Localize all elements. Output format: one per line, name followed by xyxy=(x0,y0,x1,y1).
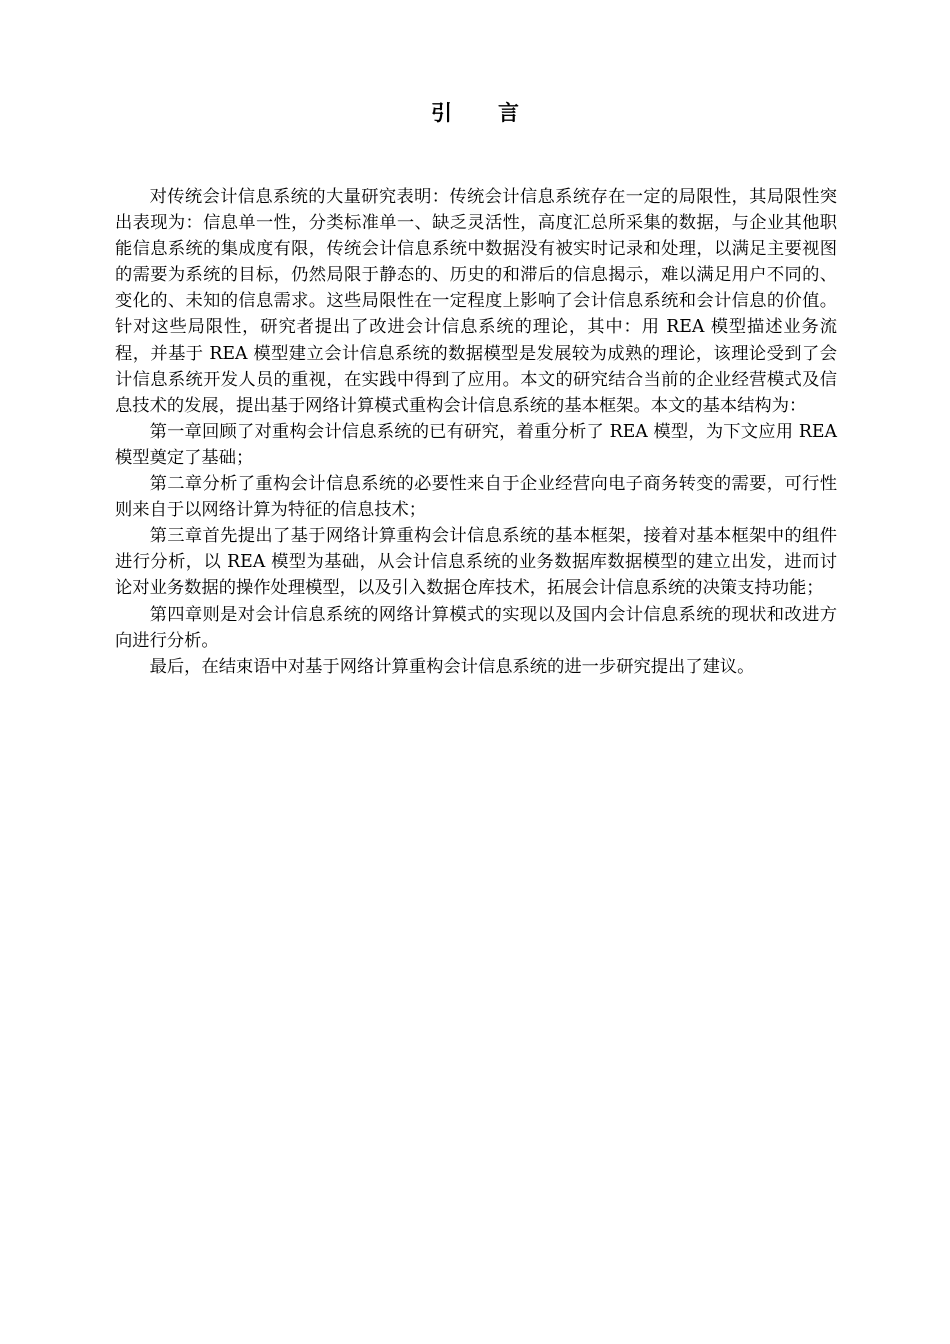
chapter-3-paragraph: 第三章首先提出了基于网络计算重构会计信息系统的基本框架，接着对基本框架中的组件进行分析，以 REA 模型为基础，从会计信息系统的业务数据库数据模型的建立出发，进而讨论对业务数据的操作处理模型，以及引入数据仓库技术，拓展会计信息系统的决策支持功能； xyxy=(115,526,837,599)
chapter-4-paragraph: 第四章则是对会计信息系统的网络计算模式的实现以及国内会计信息系统的现状和改进方向进行分析。 xyxy=(115,604,837,651)
document-body xyxy=(115,184,837,680)
chapter-1-paragraph: 第一章回顾了对重构会计信息系统的已有研究，着重分析了 REA 模型，为下文应用 REA 模型奠定了基础； xyxy=(115,421,837,468)
intro-paragraph: 对传统会计信息系统的大量研究表明：传统会计信息系统存在一定的局限性，其局限性突出表现为：信息单一性，分类标准单一、缺乏灵活性，高度汇总所采集的数据，与企业其他职能信息系统的集成度有限，传统会计信息系统中数据没有被实时记录和处理，以满足主要视图的需要为系统的目标，仍然局限于静态的、历史的和滞后的信息揭示，难以满足用户不同的、变化的、未知的信息需求。这些局限性在一定程度上影响了会计信息系统和会计信息的价值。针对这些局限性，研究者提出了改进会计信息系统的理论，其中：用 REA 模型描述业务流程，并基于 REA 模型建立会计信息系统的数据模型是发展较为成熟的理论，该理论受到了会计信息系统开发人员的重视，在实践中得到了应用。本文的研究结合当前的企业经营模式及信息技术的发展，提出基于网络计算模式重构会计信息系统的基本框架。本文的基本结构为： xyxy=(115,187,837,416)
conclusion-paragraph: 最后，在结束语中对基于网络计算重构会计信息系统的进一步研究提出了建议。 xyxy=(149,656,755,677)
chapter-2-paragraph: 第二章分析了重构会计信息系统的必要性来自于企业经营向电子商务转变的需要，可行性则来自于以网络计算为特征的信息技术； xyxy=(115,474,837,521)
page-title: 引言 xyxy=(431,100,565,125)
